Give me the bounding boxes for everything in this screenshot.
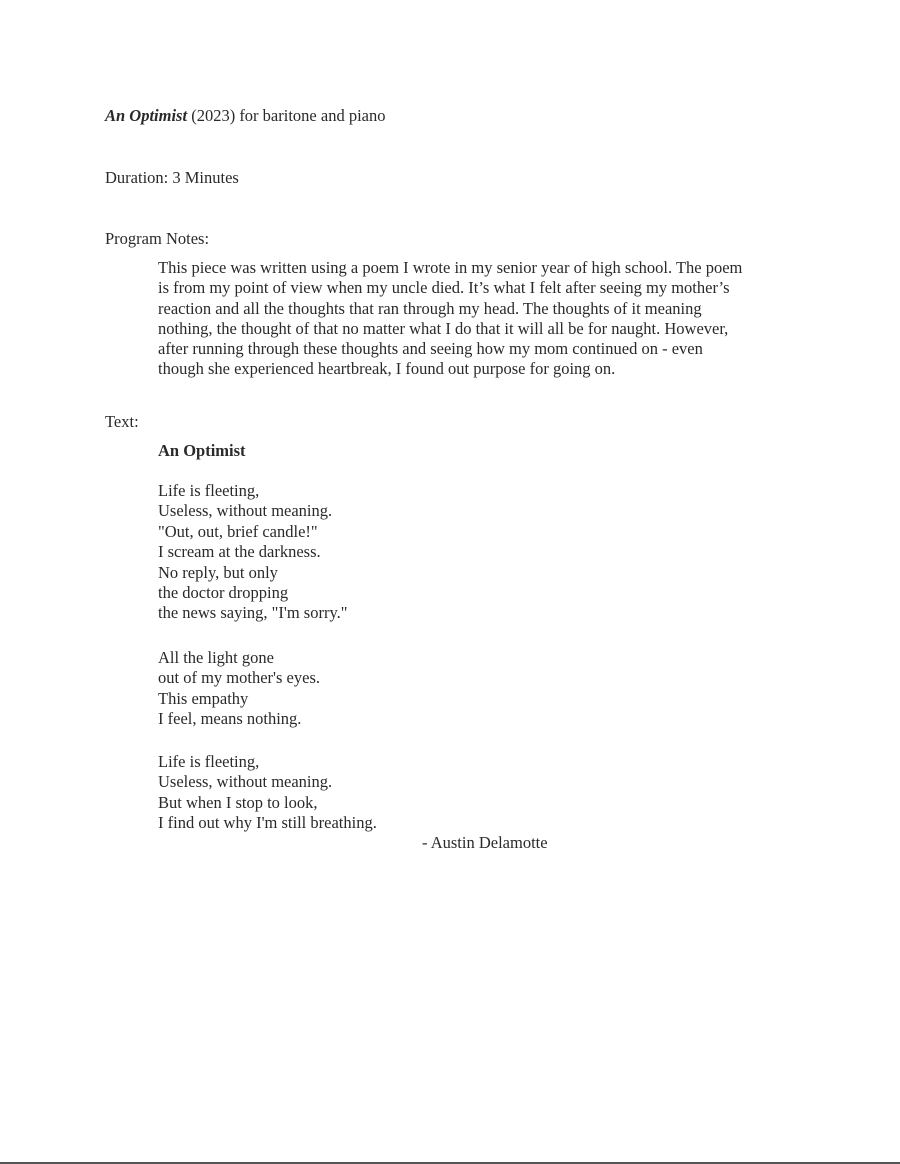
poem-verse-line: the news saying, "I'm sorry." bbox=[158, 603, 348, 623]
program-notes-line: reaction and all the thoughts that ran through my head. The thoughts of it meaning bbox=[158, 298, 702, 318]
text-section-heading: Text: bbox=[105, 412, 139, 431]
poem-verse-line: All the light gone bbox=[158, 648, 274, 667]
poem-verse-line: Useless, without meaning. bbox=[158, 501, 333, 521]
poem-verse-line: I find out why I'm still breathing. bbox=[158, 813, 377, 833]
program-notes-heading: Program Notes: bbox=[105, 229, 210, 248]
program-notes-line: after running through these thoughts and seeing how my mom continued on - even bbox=[158, 339, 703, 359]
poem-verse-line: Life is fleeting, bbox=[158, 752, 260, 771]
work-title: An Optimist bbox=[105, 106, 188, 125]
work-title-line bbox=[105, 106, 385, 126]
poem-verse-line: out of my mother's eyes. bbox=[158, 668, 320, 688]
program-notes-line: This piece was written using a poem I wrote in my senior year of high school. The poem bbox=[158, 258, 743, 277]
program-notes-body bbox=[158, 258, 798, 380]
poem-verse-line: "Out, out, brief candle!" bbox=[158, 521, 318, 541]
poem-verse-line: I scream at the darkness. bbox=[158, 542, 321, 562]
poem-verse-line: But when I stop to look, bbox=[158, 792, 318, 812]
program-notes-line: though she experienced heartbreak, I found out purpose for going on. bbox=[158, 359, 616, 379]
program-notes-line: nothing, the thought of that no matter what I do that it will all be for naught. However, bbox=[158, 318, 729, 338]
poem-stanza-3 bbox=[158, 752, 377, 834]
poem-verse-line: the doctor dropping bbox=[158, 583, 289, 603]
poem-verse-line: Useless, without meaning. bbox=[158, 772, 333, 792]
poem-verse-line: No reply, but only bbox=[158, 562, 278, 582]
poem-title: An Optimist bbox=[158, 441, 246, 460]
work-subtitle: (2023) for baritone and piano bbox=[187, 106, 386, 125]
poem-attribution: - Austin Delamotte bbox=[422, 833, 548, 852]
poem-verse-line: Life is fleeting, bbox=[158, 481, 260, 500]
program-notes-line: is from my point of view when my uncle died. It’s what I felt after seeing my mother’s bbox=[158, 278, 730, 298]
poem-stanza-2 bbox=[158, 648, 320, 730]
poem-verse-line: This empathy bbox=[158, 688, 249, 708]
poem-stanza-1 bbox=[158, 481, 348, 624]
duration-line: Duration: 3 Minutes bbox=[105, 168, 239, 187]
poem-verse-line: I feel, means nothing. bbox=[158, 709, 302, 729]
